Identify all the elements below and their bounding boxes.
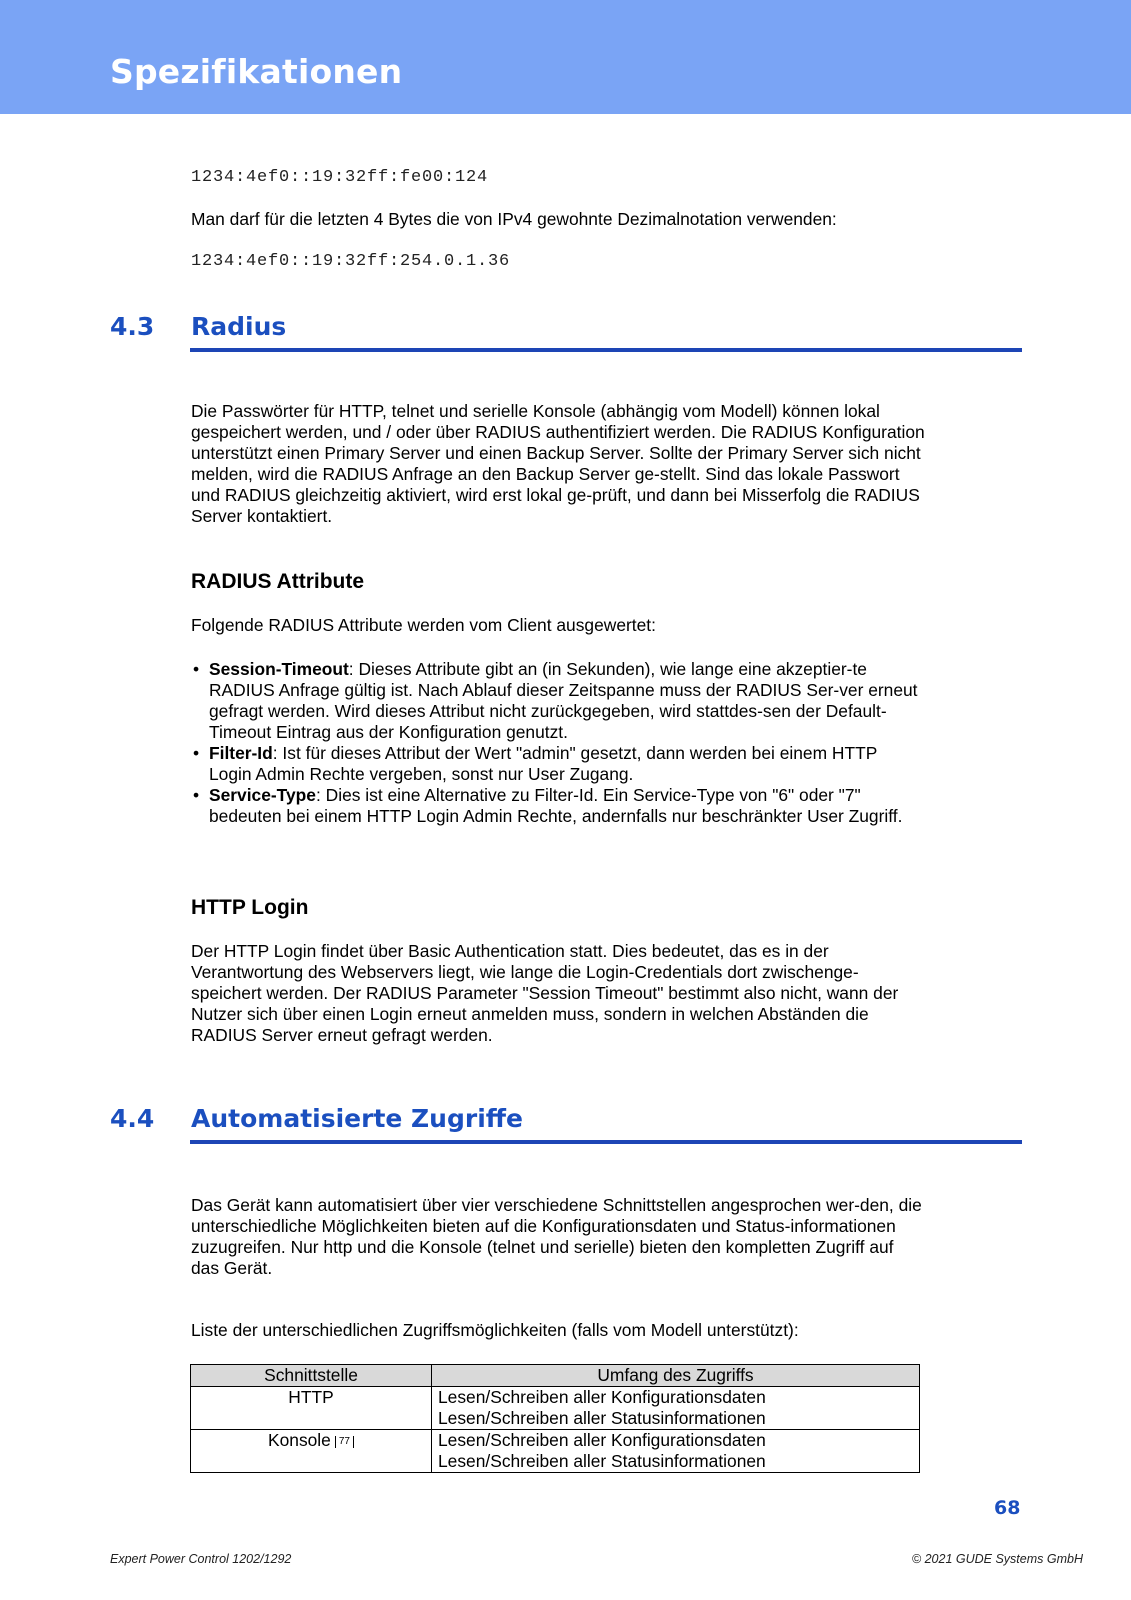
- list-item: [191, 785, 921, 827]
- ipv6-ipv4-example: 1234:4ef0::19:32ff:254.0.1.36: [191, 252, 511, 271]
- table-header-row: [191, 1365, 920, 1387]
- list-item: [191, 743, 921, 785]
- section-number-radius: 4.3: [110, 312, 155, 341]
- access-table: [190, 1364, 920, 1473]
- scope-line: Lesen/Schreiben aller Konfigurationsdaten: [438, 1387, 766, 1407]
- attribute-name: Service-Type: [209, 785, 316, 805]
- interface-cell: [191, 1387, 432, 1430]
- section-number-auto: 4.4: [110, 1104, 155, 1133]
- attribute-list: [191, 659, 921, 827]
- interface-name: HTTP: [288, 1387, 334, 1407]
- attribute-text: : Dies ist eine Alternative zu Filter-Id. Ein Service-Type von "6" oder "7" bedeuten bei einem HTTP Login Admin Rechte, andernfalls nur beschränkter User Zugriff.: [209, 785, 903, 826]
- table-row: [191, 1430, 920, 1473]
- attribute-text: : Ist für dieses Attribut der Wert "admin" gesetzt, dann werden bei einem HTTP Login Admin Rechte vergeben, sonst nur User Zugang.: [209, 743, 877, 784]
- scope-cell: [432, 1387, 920, 1430]
- scope-line: Lesen/Schreiben aller Statusinformationen: [438, 1408, 766, 1428]
- attribute-text: : Dieses Attribute gibt an (in Sekunden), wie lange eine akzeptier-te RADIUS Anfrage gültig ist. Nach Ablauf dieser Zeitspanne muss der RADIUS Ser-ver erneut gefragt werden. Wird dieses Attribut nicht zurückgegeben, wird stattdes-sen der Default-Timeout Eintrag aus der Konfiguration genutzt.: [209, 659, 918, 742]
- attribute-name: Session-Timeout: [209, 659, 349, 679]
- section-rule: [190, 348, 1022, 352]
- ipv6-example: 1234:4ef0::19:32ff:fe00:124: [191, 168, 489, 187]
- subheading-radius-attribute: RADIUS Attribute: [191, 570, 365, 593]
- list-intro: Liste der unterschiedlichen Zugriffsmöglichkeiten (falls vom Modell unterstützt):: [191, 1320, 799, 1340]
- radius-body: Die Passwörter für HTTP, telnet und serielle Konsole (abhängig vom Modell) können lokal gespeichert werden, und / oder über RADIUS authentifiziert werden. Die RADIUS Konfiguration unterstützt einen Primary Server und einen Backup Server. Sollte der Primary Server sich nicht melden, wird die RADIUS Anfrage an den Backup Server ge-stellt. Sind das lokale Passwort und RADIUS gleichzeitig aktiviert, wird erst lokal ge-prüft, und dann bei Misserfolg die RADIUS Server kontaktiert.: [191, 401, 925, 526]
- ipv4-note: Man darf für die letzten 4 Bytes die von IPv4 gewohnte Dezimalnotation verwenden:: [191, 209, 837, 229]
- column-header-interface: Schnittstelle: [191, 1365, 432, 1387]
- section-title-auto: Automatisierte Zugriffe: [191, 1104, 523, 1133]
- column-header-scope: Umfang des Zugriffs: [432, 1365, 920, 1387]
- http-login-body: Der HTTP Login findet über Basic Authentication statt. Dies bedeutet, das es in der Verantwortung des Webservers liegt, wie lange die Login-Credentials dort zwischenge-speichert werden. Der RADIUS Parameter "Session Timeout" bestimmt also nicht, wann der Nutzer sich über einen Login erneut anmelden muss, sondern in welchen Abständen die RADIUS Server erneut gefragt werden.: [191, 941, 899, 1045]
- attributes-intro: Folgende RADIUS Attribute werden vom Client ausgewertet:: [191, 615, 656, 635]
- section-title-radius: Radius: [191, 312, 287, 341]
- scope-line: Lesen/Schreiben aller Statusinformationen: [438, 1451, 766, 1471]
- footer-copyright: © 2021 GUDE Systems GmbH: [911, 1552, 1083, 1566]
- interface-name: Konsole: [268, 1430, 331, 1450]
- section-rule: [190, 1140, 1022, 1144]
- attribute-name: Filter-Id: [209, 743, 273, 763]
- scope-line: Lesen/Schreiben aller Konfigurationsdaten: [438, 1430, 766, 1450]
- footer-product: Expert Power Control 1202/1292: [110, 1552, 292, 1566]
- page-reference-link[interactable]: 77: [335, 1436, 354, 1448]
- list-item: [191, 659, 921, 743]
- table-row: [191, 1387, 920, 1430]
- subheading-http-login: HTTP Login: [191, 896, 309, 919]
- auto-body: Das Gerät kann automatisiert über vier verschiedene Schnittstellen angesprochen wer-den, die unterschiedliche Möglichkeiten bieten auf die Konfigurationsdaten und Status-informationen zuzugreifen. Nur http und die Konsole (telnet und serielle) bieten den kompletten Zugriff auf das Gerät.: [191, 1195, 922, 1278]
- scope-cell: [432, 1430, 920, 1473]
- page-header-title: Spezifikationen: [110, 52, 403, 91]
- page-number: 68: [994, 1497, 1021, 1519]
- interface-cell: [191, 1430, 432, 1473]
